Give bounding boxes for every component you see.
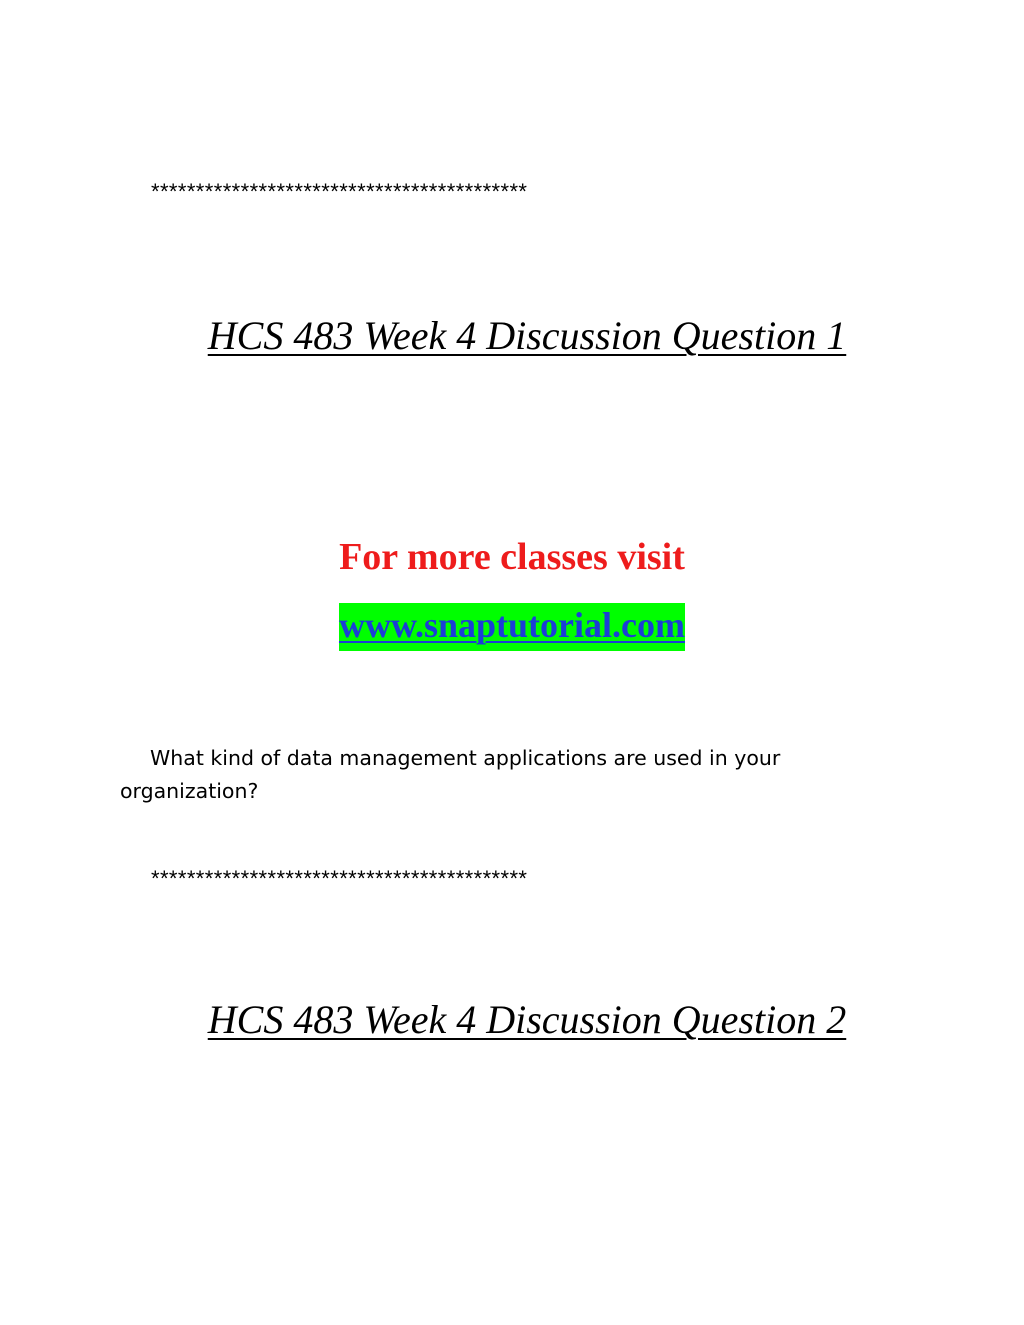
promo-link-container bbox=[0, 603, 1024, 651]
question-text: What kind of data management applications are used in your organization? bbox=[120, 746, 781, 803]
heading-question-1: HCS 483 Week 4 Discussion Question 1 bbox=[207, 313, 847, 358]
separator-top: ****************************************** bbox=[151, 179, 528, 204]
separator-bottom: ****************************************** bbox=[151, 866, 528, 891]
promo-text: For more classes visit bbox=[339, 536, 685, 578]
promo-link[interactable]: www.snaptutorial.com bbox=[339, 603, 685, 651]
heading-question-2: HCS 483 Week 4 Discussion Question 2 bbox=[207, 997, 847, 1042]
